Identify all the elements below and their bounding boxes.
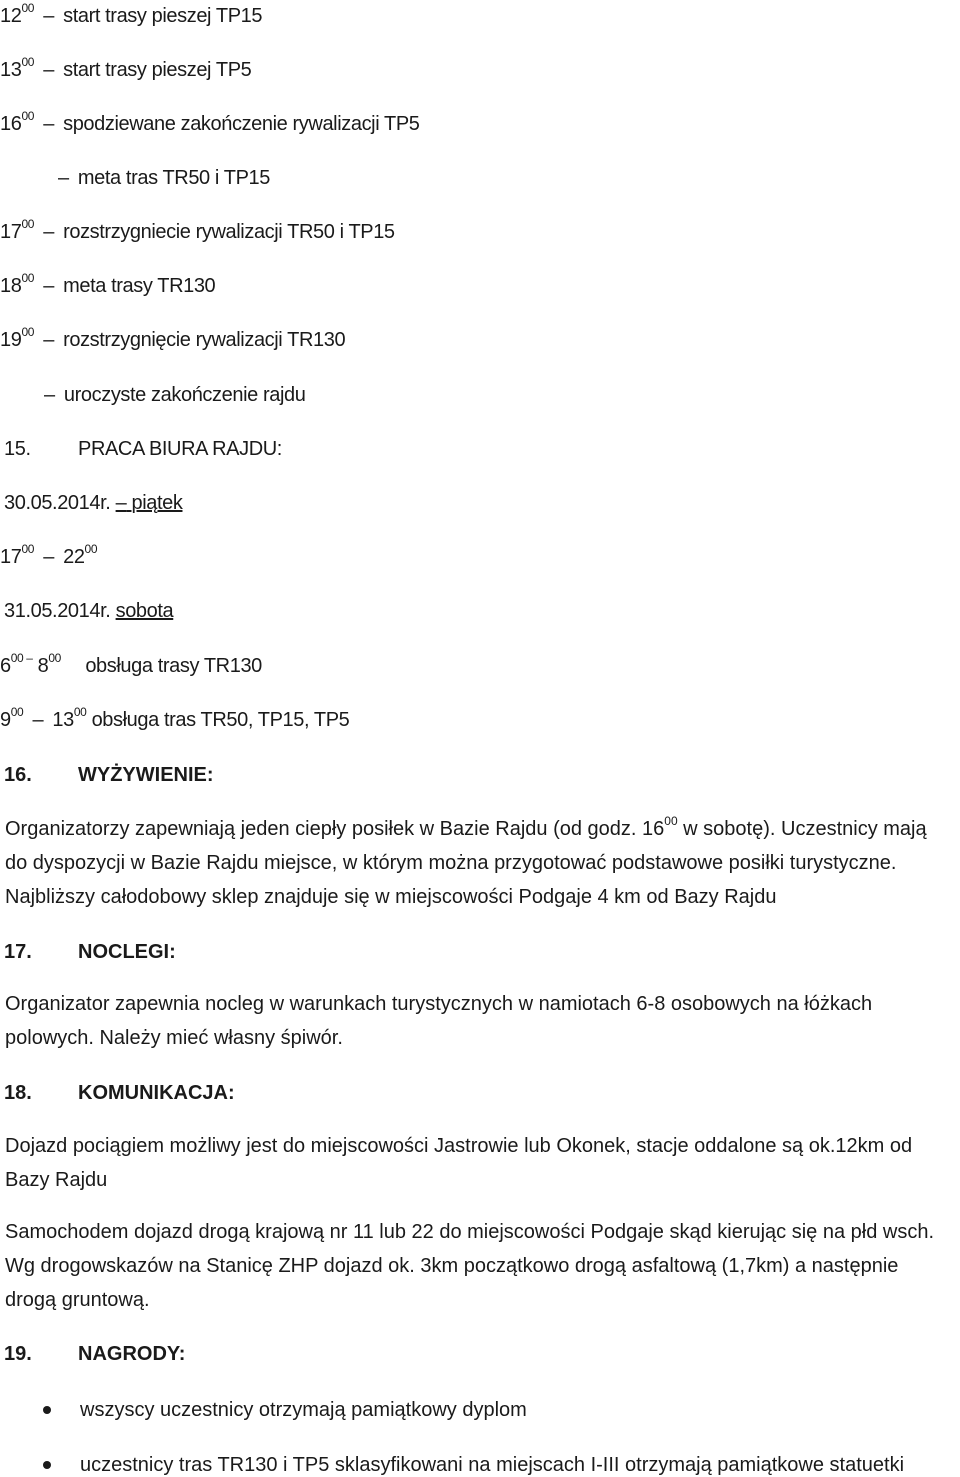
hours-line: $17^{00} - 22^{00}$ [0, 542, 98, 568]
section-title: NAGRODY: [78, 1343, 186, 1365]
schedule-hour: 12 [0, 5, 22, 27]
day-name: sobota [115, 600, 174, 622]
schedule-hour: 16 [0, 113, 22, 135]
section-title: WYŻYWIENIE: [78, 764, 214, 786]
service-text: obsługa trasy TR130 [85, 655, 262, 677]
schedule-line [0, 109, 420, 136]
bullet-icon [43, 1406, 51, 1414]
section-title: PRACA BIURA RAJDU: [78, 438, 282, 460]
schedule-dash: – [43, 329, 54, 351]
schedule-line [40, 383, 305, 407]
schedule-dash: – [43, 113, 54, 135]
date-value: 31.05.2014r. [4, 600, 111, 622]
service-text: obsługa tras TR50, TP15, TP5 [91, 709, 350, 731]
date-line [4, 599, 173, 623]
schedule-line [54, 166, 270, 190]
day-name: – piątek [115, 492, 183, 514]
schedule-text: start trasy pieszej TP5 [63, 59, 252, 81]
section-heading [4, 1081, 235, 1105]
paragraph: Organizatorzy zapewniają jeden ciepły posiłek w Bazie Rajdu (od godz. $16^{00}$ w sobotę). Uczestnicy mają do dyspozycji w Bazie Rajdu miejsce, w którym można przygotować podstawowe posiłki turystyczne. Najbliższy całodobowy sklep znajduje się w miejscowości Podgaje 4 km od Bazy Rajdu [5, 814, 927, 908]
paragraph: Organizator zapewnia nocleg w warunkach turystycznych w namiotach 6-8 osobowych na łóżkach polowych. Należy mieć własny śpiwór. [5, 993, 873, 1049]
service-line: $9^{00} - 13^{00}$ obsługa tras TR50, TP15, TP5 [0, 705, 350, 731]
schedule-hour: 19 [0, 329, 22, 351]
schedule-minutes: 00 [21, 217, 35, 232]
bullet-icon [43, 1461, 51, 1469]
schedule-dash: – [43, 221, 54, 243]
schedule-minutes: 00 [21, 325, 35, 340]
schedule-line [0, 325, 346, 352]
schedule-dash: – [43, 275, 54, 297]
date-line [4, 491, 182, 515]
section-number: 15. [4, 438, 31, 460]
schedule-text: meta trasy TR130 [63, 275, 216, 297]
schedule-text: meta tras TR50 i TP15 [77, 167, 270, 189]
schedule-dash: – [58, 167, 69, 189]
service-line: $6^{00 -}$ $8^{00}$ obsługa trasy TR130 [0, 651, 262, 677]
schedule-line [0, 271, 216, 298]
schedule-dash: – [43, 59, 54, 81]
schedule-minutes: 00 [21, 55, 35, 70]
schedule-line [0, 1, 263, 28]
date-value: 30.05.2014r. [4, 492, 111, 514]
section-heading [4, 763, 214, 787]
paragraph: Dojazd pociągiem możliwy jest do miejscowości Jastrowie lub Okonek, stacje oddalone są ok.12km od Bazy Rajdu [5, 1135, 913, 1191]
section-number: 19. [4, 1343, 32, 1365]
schedule-text: rozstrzygnięcie rywalizacji TR130 [63, 329, 346, 351]
section-heading [4, 437, 282, 461]
schedule-line [0, 217, 395, 244]
schedule-minutes: 00 [21, 271, 35, 286]
bullet-item: wszyscy uczestnicy otrzymają pamiątkowy dyplom [80, 1399, 527, 1421]
schedule-dash: – [44, 384, 55, 406]
schedule-text: start trasy pieszej TP15 [63, 5, 263, 27]
section-title: KOMUNIKACJA: [78, 1082, 235, 1104]
section-number: 16. [4, 764, 32, 786]
section-title: NOCLEGI: [78, 941, 176, 963]
schedule-text: spodziewane zakończenie rywalizacji TP5 [63, 113, 420, 135]
schedule-dash: – [43, 5, 54, 27]
schedule-minutes: 00 [21, 109, 35, 124]
schedule-hour: 17 [0, 221, 22, 243]
schedule-text: rozstrzygniecie rywalizacji TR50 i TP15 [63, 221, 395, 243]
schedule-hour: 18 [0, 275, 22, 297]
section-number: 17. [4, 941, 32, 963]
section-heading [4, 940, 176, 964]
paragraph: Samochodem dojazd drogą krajową nr 11 lub 22 do miejscowości Podgaje skąd kierując się na płd wsch. Wg drogowskazów na Stanicę ZHP dojazd ok. 3km początkowo drogą asfaltową (1,7km) a następnie drogą gruntową. [5, 1221, 935, 1311]
schedule-line [0, 55, 252, 82]
schedule-hour: 13 [0, 59, 22, 81]
section-number: 18. [4, 1082, 32, 1104]
bullet-item: uczestnicy tras TR130 i TP5 sklasyfikowani na miejscach I-III otrzymają pamiątkowe statuetki [80, 1454, 905, 1476]
schedule-text: uroczyste zakończenie rajdu [63, 384, 306, 406]
section-heading [4, 1342, 185, 1366]
schedule-minutes: 00 [21, 1, 35, 16]
